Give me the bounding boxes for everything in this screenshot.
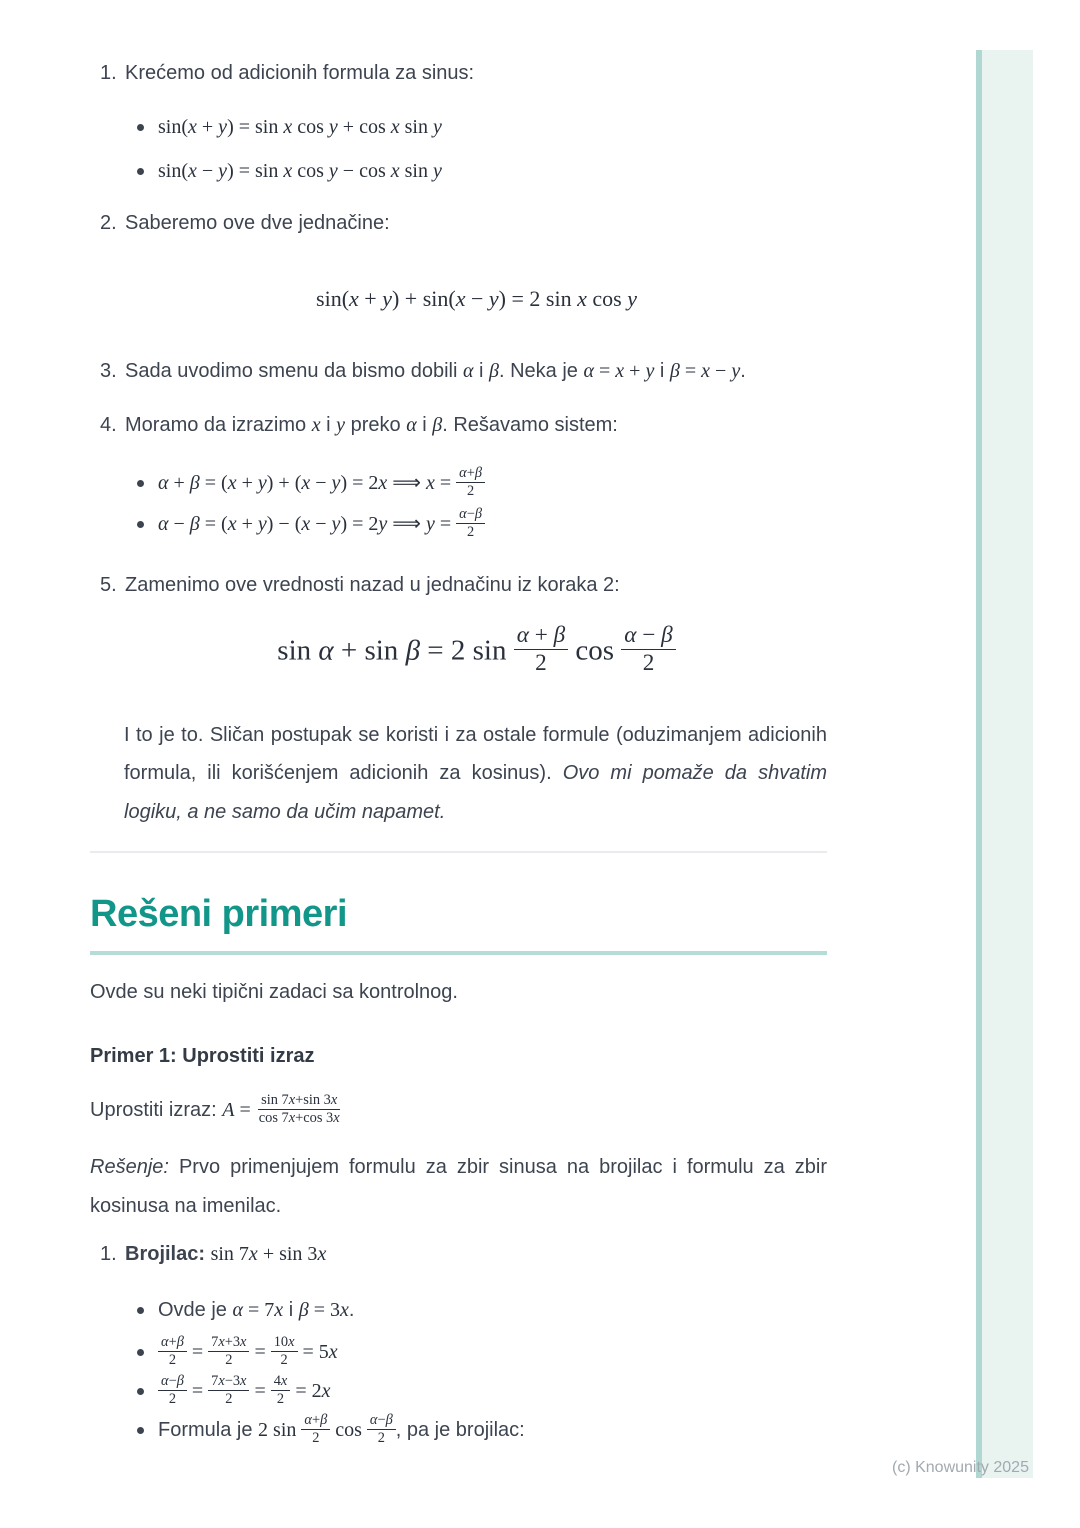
- bullet-icon: [137, 521, 144, 528]
- bullet-icon: [137, 480, 144, 487]
- list-item: [137, 1295, 827, 1325]
- bullet-icon: [137, 124, 144, 131]
- bullet-icon: [137, 1307, 144, 1314]
- formula-inline: sin(x + y) = sin x cos y + cos x sin y: [158, 116, 442, 138]
- step-text: Moramo da izrazimo x i y preko α i β. Rešavamo sistem:: [125, 414, 618, 436]
- step-number: 2.: [100, 212, 117, 234]
- step-number: 1.: [100, 1243, 117, 1266]
- step-text: Zamenimo ove vrednosti nazad u jednačinu iz koraka 2:: [125, 573, 620, 596]
- step-text: Krećemo od adicionih formula za sinus:: [125, 62, 475, 84]
- bullet-icon: [137, 1388, 144, 1395]
- list-item: [137, 1374, 827, 1409]
- list-item: [137, 507, 827, 542]
- equation-display: sin α + sin β = 2 sin $\frac{\alpha + \beta}{2}$ cos $\frac{\alpha - \beta}{2}$: [126, 624, 827, 680]
- numbered-step: [90, 58, 827, 88]
- formula-inline: α − β = (x + y) − (x − y) = 2y ⟹ y = $\frac{\alpha-\beta}{2}$: [158, 507, 485, 542]
- formula-inline: $\frac{\alpha+\beta}{2}$ = $\frac{7x+3x}{2}$ = $\frac{10x}{2}$ = 5x: [158, 1335, 338, 1370]
- list-item: [137, 466, 827, 501]
- task-text: Uprostiti izraz: A = $\frac{\sin 7x+\sin 3x}{\cos 7x+\cos 3x}$: [90, 1092, 340, 1127]
- list-item: [137, 112, 827, 142]
- step-number: 5.: [100, 573, 117, 596]
- numbered-step: [90, 1239, 827, 1269]
- list-item: [137, 1413, 827, 1448]
- equation-display: sin(x + y) + sin(x − y) = 2 sin x cos y: [316, 286, 637, 311]
- page-accent-strip: [976, 50, 1033, 1478]
- divider: [90, 851, 827, 853]
- list-item: [137, 1335, 827, 1370]
- list-item: [137, 156, 827, 186]
- bullet-list: [137, 112, 827, 186]
- formula-inline: α + β = (x + y) + (x − y) = 2x ⟹ x = $\frac{\alpha+\beta}{2}$: [158, 466, 485, 501]
- numbered-step: [90, 356, 827, 386]
- formula-inline: Formula je 2 sin $\frac{\alpha+\beta}{2}$ cos $\frac{\alpha-\beta}{2}$ , pa je brojilac:: [158, 1411, 525, 1446]
- step-text: Saberemo ove dve jednačine:: [125, 212, 390, 234]
- step-number: 3.: [100, 360, 117, 382]
- bullet-icon: [137, 168, 144, 175]
- numbered-step: [90, 570, 827, 600]
- bullet-list: [137, 1295, 827, 1448]
- bullet-icon: [137, 1427, 144, 1434]
- step-text: Sada uvodimo smenu da bismo dobili α i β. Neka je α = x + y i β = x − y.: [125, 360, 746, 382]
- numbered-step: [90, 208, 827, 238]
- document-content: [90, 48, 827, 1448]
- example-title: Primer 1: Uprostiti izraz: [90, 1045, 315, 1068]
- bullet-icon: [137, 1349, 144, 1356]
- formula-inline: $\frac{\alpha-\beta}{2}$ = $\frac{7x-3x}{2}$ = $\frac{4x}{2}$ = 2x: [158, 1374, 330, 1409]
- closing-paragraph: I to je to. Sličan postupak se koristi i za ostale formule (oduzimanjem adicionih formula, ili korišćenjem adicionih za kosinus). Ovo mi pomaže da shvatim logiku, a ne samo da učim napamet.: [124, 723, 827, 823]
- numbered-step: [90, 410, 827, 440]
- solution-paragraph: Rešenje: Prvo primenjujem formulu za zbir sinusa na brojilac i formulu za zbir kosinusa na imenilac.: [90, 1156, 827, 1217]
- intro-text: Ovde su neki tipični zadaci sa kontrolnog.: [90, 981, 458, 1004]
- bullet-list: [137, 466, 827, 542]
- watermark: (c) Knowunity 2025: [892, 1459, 1029, 1476]
- step-number: 1.: [100, 62, 117, 84]
- formula-inline: sin(x − y) = sin x cos y − cos x sin y: [158, 160, 442, 182]
- step-text: Brojilac: sin 7x + sin 3x: [125, 1243, 327, 1266]
- section-heading: Rešeni primeri: [90, 891, 827, 955]
- formula-inline: Ovde je α = 7x i β = 3x.: [158, 1299, 355, 1322]
- step-number: 4.: [100, 414, 117, 436]
